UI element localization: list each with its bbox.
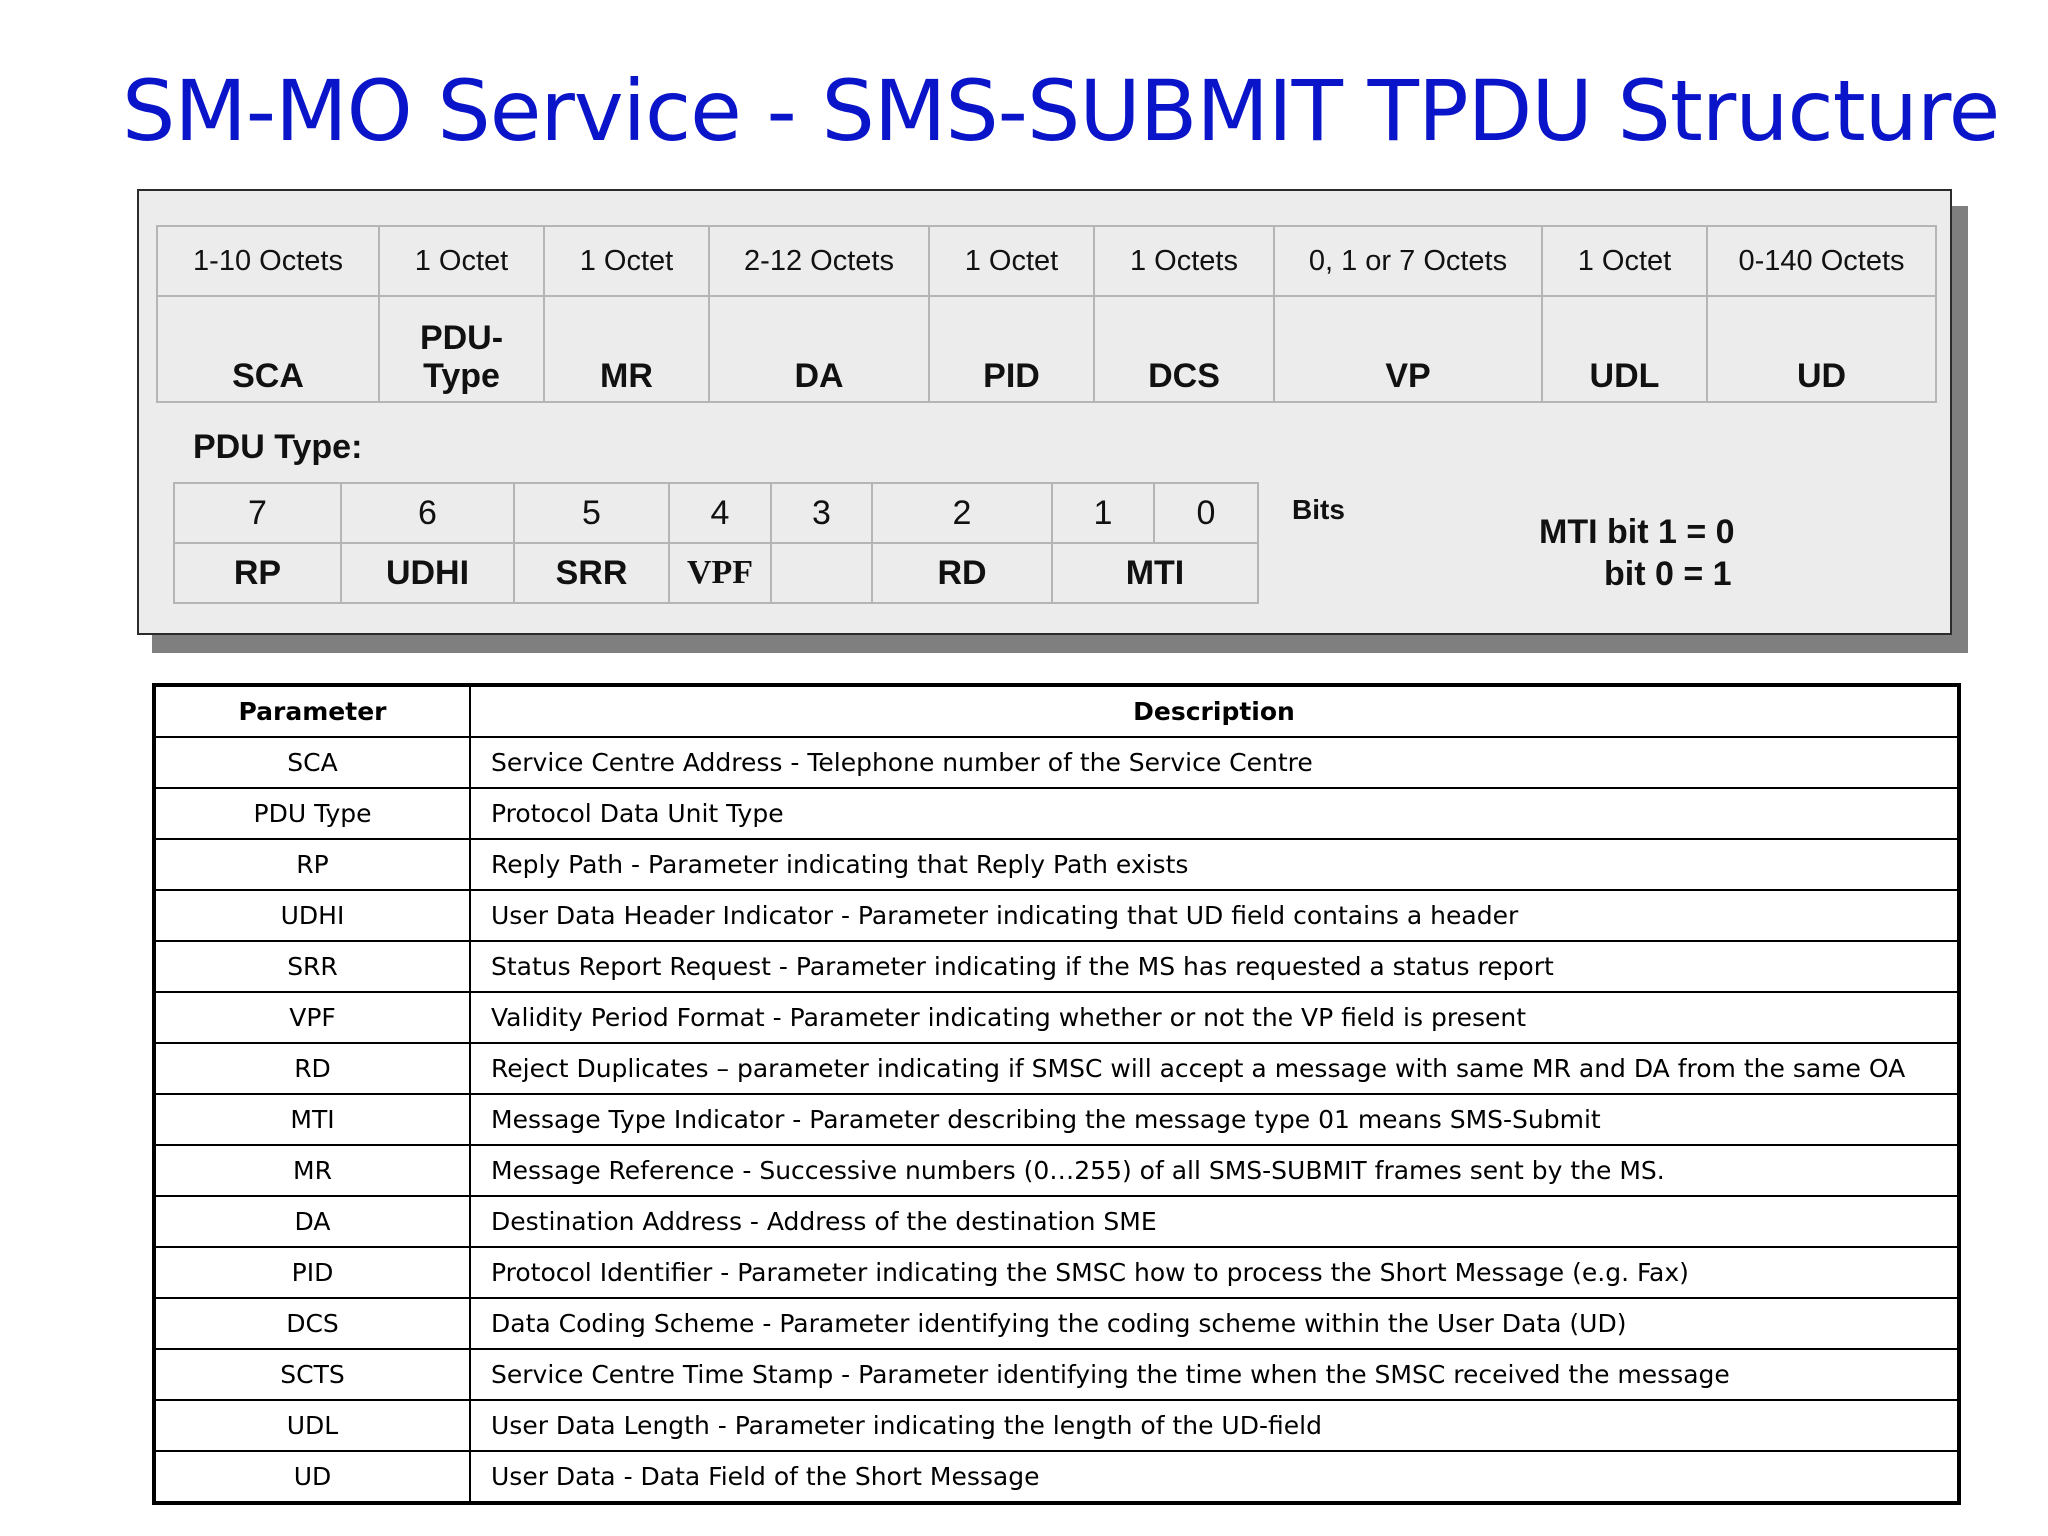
octet-cell: 1 Octet <box>929 226 1094 296</box>
desc-cell: Reply Path - Parameter indicating that Reply Path exists <box>470 839 1959 890</box>
field-cell-pid: PID <box>929 296 1094 402</box>
desc-cell: User Data - Data Field of the Short Message <box>470 1451 1959 1503</box>
octet-cell: 1 Octet <box>1542 226 1707 296</box>
param-cell: DCS <box>154 1298 470 1349</box>
param-cell: SCTS <box>154 1349 470 1400</box>
page-title: SM-MO Service - SMS-SUBMIT TPDU Structure <box>122 62 2000 160</box>
tpdu-diagram <box>137 189 1952 635</box>
header-description: Description <box>470 685 1959 737</box>
parameter-table <box>152 683 1961 1505</box>
bit-name-rd: RD <box>872 543 1052 603</box>
table-row <box>154 839 1959 890</box>
bit-name-udhi: UDHI <box>341 543 514 603</box>
bit-name-vpf: VPF <box>669 543 771 603</box>
bit-name-row <box>174 543 1258 603</box>
desc-cell: Message Type Indicator - Parameter describing the message type 01 means SMS-Submit <box>470 1094 1959 1145</box>
param-cell: MTI <box>154 1094 470 1145</box>
header-parameter: Parameter <box>154 685 470 737</box>
mti-note <box>1539 511 1735 595</box>
table-row <box>154 1145 1959 1196</box>
bit-name-rp: RP <box>174 543 341 603</box>
desc-cell: Service Centre Time Stamp - Parameter identifying the time when the SMSC received the message <box>470 1349 1959 1400</box>
desc-cell: Message Reference - Successive numbers (0…255) of all SMS-SUBMIT frames sent by the MS. <box>470 1145 1959 1196</box>
octet-row <box>157 226 1936 296</box>
bit-name-empty <box>771 543 872 603</box>
mti-note-line2: bit 0 = 1 <box>1604 555 1732 593</box>
bit-name-srr: SRR <box>514 543 669 603</box>
field-cell-mr: MR <box>544 296 709 402</box>
table-row <box>154 788 1959 839</box>
table-row <box>154 737 1959 788</box>
table-row <box>154 1196 1959 1247</box>
bit-number: 5 <box>514 483 669 543</box>
bit-number-row <box>174 483 1258 543</box>
bit-number: 7 <box>174 483 341 543</box>
desc-cell: Protocol Identifier - Parameter indicating the SMSC how to process the Short Message (e.g. Fax) <box>470 1247 1959 1298</box>
octet-cell: 1 Octet <box>379 226 544 296</box>
table-row <box>154 1043 1959 1094</box>
bits-label: Bits <box>1292 494 1345 525</box>
param-cell: RD <box>154 1043 470 1094</box>
table-row <box>154 1349 1959 1400</box>
table-row <box>154 941 1959 992</box>
mti-note-line1: MTI bit 1 = 0 <box>1539 513 1735 551</box>
tpdu-structure-table <box>156 225 1937 403</box>
desc-cell: Protocol Data Unit Type <box>470 788 1959 839</box>
octet-cell: 1 Octet <box>544 226 709 296</box>
table-row <box>154 1298 1959 1349</box>
param-cell: UDL <box>154 1400 470 1451</box>
param-cell: UDHI <box>154 890 470 941</box>
octet-cell: 1 Octets <box>1094 226 1274 296</box>
octet-cell: 0, 1 or 7 Octets <box>1274 226 1542 296</box>
field-cell-dcs: DCS <box>1094 296 1274 402</box>
param-cell: MR <box>154 1145 470 1196</box>
table-row <box>154 1094 1959 1145</box>
table-row <box>154 890 1959 941</box>
desc-cell: Reject Duplicates – parameter indicating if SMSC will accept a message with same MR and DA from the same OA <box>470 1043 1959 1094</box>
bit-name-mti: MTI <box>1052 543 1258 603</box>
desc-cell: User Data Length - Parameter indicating the length of the UD-field <box>470 1400 1959 1451</box>
bit-number: 1 <box>1052 483 1154 543</box>
octet-cell: 2-12 Octets <box>709 226 929 296</box>
param-cell: RP <box>154 839 470 890</box>
field-cell-udl: UDL <box>1542 296 1707 402</box>
field-cell-sca: SCA <box>157 296 379 402</box>
field-cell-vp: VP <box>1274 296 1542 402</box>
param-cell: PID <box>154 1247 470 1298</box>
desc-cell: User Data Header Indicator - Parameter indicating that UD field contains a header <box>470 890 1959 941</box>
field-row <box>157 296 1936 402</box>
octet-cell: 0-140 Octets <box>1707 226 1936 296</box>
param-cell: DA <box>154 1196 470 1247</box>
field-cell-pdu-type: PDU-Type <box>379 296 544 402</box>
desc-cell: Validity Period Format - Parameter indicating whether or not the VP field is present <box>470 992 1959 1043</box>
table-row <box>154 992 1959 1043</box>
field-cell-ud: UD <box>1707 296 1936 402</box>
param-cell: SCA <box>154 737 470 788</box>
param-cell: VPF <box>154 992 470 1043</box>
desc-cell: Service Centre Address - Telephone number of the Service Centre <box>470 737 1959 788</box>
table-row <box>154 1247 1959 1298</box>
table-row <box>154 1451 1959 1503</box>
bit-number: 6 <box>341 483 514 543</box>
bit-number: 0 <box>1154 483 1258 543</box>
table-row <box>154 1400 1959 1451</box>
param-cell: PDU Type <box>154 788 470 839</box>
param-cell: SRR <box>154 941 470 992</box>
octet-cell: 1-10 Octets <box>157 226 379 296</box>
param-cell: UD <box>154 1451 470 1503</box>
desc-cell: Status Report Request - Parameter indicating if the MS has requested a status report <box>470 941 1959 992</box>
bit-number: 4 <box>669 483 771 543</box>
field-cell-da: DA <box>709 296 929 402</box>
parameter-table-header <box>154 685 1959 737</box>
bit-number: 3 <box>771 483 872 543</box>
bit-number: 2 <box>872 483 1052 543</box>
pdu-type-label: PDU Type: <box>193 428 363 466</box>
desc-cell: Data Coding Scheme - Parameter identifying the coding scheme within the User Data (UD) <box>470 1298 1959 1349</box>
desc-cell: Destination Address - Address of the destination SME <box>470 1196 1959 1247</box>
pdu-type-bits-table <box>173 482 1259 604</box>
